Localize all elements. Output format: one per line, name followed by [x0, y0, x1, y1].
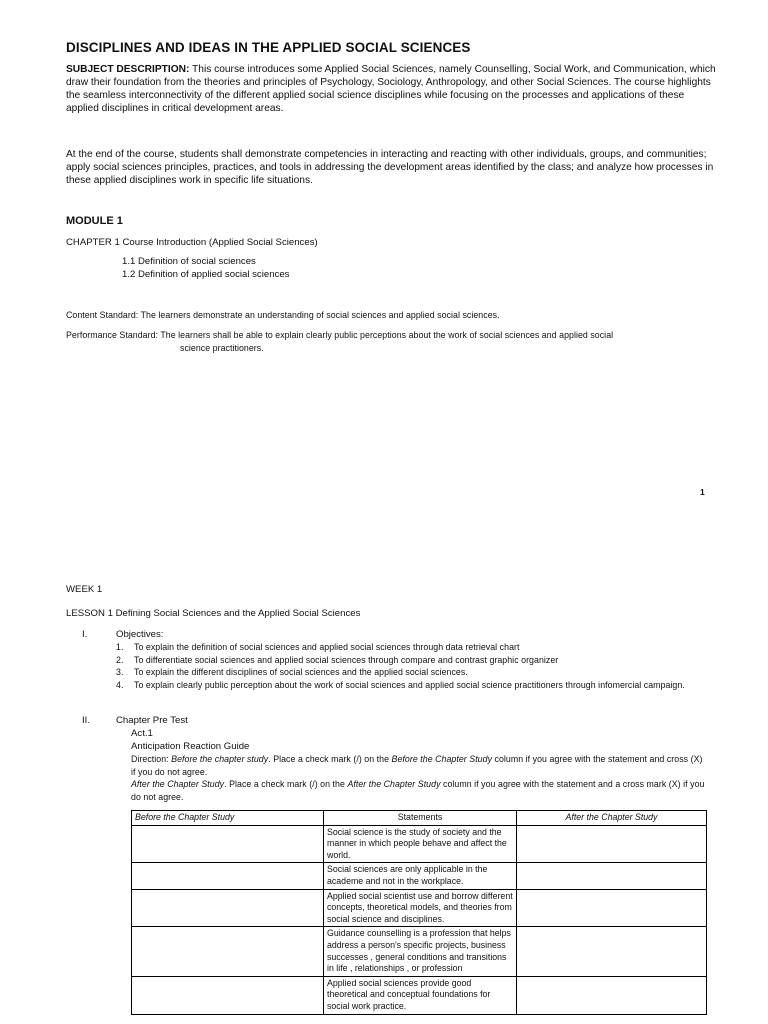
- statement-cell: Social science is the study of society and the manner in which people behave and affect the world.: [324, 825, 517, 863]
- subject-description: [66, 63, 718, 115]
- performance-standard-label: Performance Standard:: [66, 330, 158, 340]
- before-answer-cell[interactable]: [132, 927, 324, 976]
- after-answer-cell[interactable]: [517, 863, 707, 889]
- statement-cell: Applied social sciences provide good theoretical and conceptual foundations for social work practice.: [324, 976, 517, 1014]
- lesson-heading: LESSON 1 Defining Social Sciences and the Applied Social Sciences: [66, 608, 361, 619]
- objective-item: 2. To differentiate social sciences and applied social sciences through compare and contrast graphic organizer: [116, 654, 559, 665]
- performance-standard: [66, 329, 613, 342]
- after-answer-cell[interactable]: [517, 976, 707, 1014]
- objectives-heading: Objectives:: [116, 629, 164, 640]
- course-outcome-paragraph: At the end of the course, students shall demonstrate competencies in interacting and reacting with other individuals, groups, and communities; apply social sciences principles, practices, and tools in addressing the development areas identified by the class; and analyze how processes in these applied disciplines work in specific life situations.: [66, 149, 714, 186]
- after-answer-cell[interactable]: [517, 889, 707, 927]
- table-row: [132, 863, 707, 889]
- week-heading: WEEK 1: [66, 584, 103, 595]
- before-answer-cell[interactable]: [132, 889, 324, 927]
- direction-before: Direction: Before the chapter study. Place a check mark (/) on the Before the Chapter Study column if you agree with the statement and cross (X) if you do not agree.: [131, 754, 703, 777]
- before-answer-cell[interactable]: [132, 863, 324, 889]
- activity-label: Act.1: [131, 728, 153, 739]
- performance-standard-continuation: science practitioners.: [180, 343, 264, 353]
- anticipation-reaction-table: [131, 810, 707, 1015]
- before-answer-cell[interactable]: [132, 976, 324, 1014]
- chapter-heading: CHAPTER 1 Course Introduction (Applied Social Sciences): [66, 237, 318, 248]
- document-title: DISCIPLINES AND IDEAS IN THE APPLIED SOCIAL SCIENCES: [66, 40, 471, 55]
- column-header-before: Before the Chapter Study: [132, 811, 324, 826]
- table-row: [132, 889, 707, 927]
- page-number: 1: [700, 487, 705, 497]
- table-row: [132, 825, 707, 863]
- objectives-list: [116, 641, 708, 691]
- content-standard: [66, 309, 500, 322]
- table-row: [132, 927, 707, 976]
- table-header-row: [132, 811, 707, 826]
- table-row: [132, 976, 707, 1014]
- section-numeral: I.: [82, 629, 88, 640]
- subject-description-text: This course introduces some Applied Social Sciences, namely Counselling, Social Work, and Communication, which draw their foundation from the theories and principles of Psychology, Sociology, Anthropology, and other Social Sciences. The course highlights the seamless interconnectivity of the different applied social science disciplines while focusing on the processes and applications of these applied disciplines in critical development areas.: [66, 64, 716, 114]
- objective-item: 1. To explain the definition of social sciences and applied social sciences through data retrieval chart: [116, 642, 520, 652]
- after-answer-cell[interactable]: [517, 927, 707, 976]
- content-standard-label: Content Standard:: [66, 310, 139, 320]
- subject-description-label: SUBJECT DESCRIPTION:: [66, 64, 190, 75]
- statement-cell: Social sciences are only applicable in the academe and not in the workplace.: [324, 863, 517, 889]
- column-header-statements: Statements: [324, 811, 517, 826]
- statement-cell: Guidance counselling is a profession that helps address a person's specific projects, business successes , general conditions and transitions in life , relationships , or profession: [324, 927, 517, 976]
- topic-item: 1.1 Definition of social sciences: [122, 256, 256, 267]
- objective-item: 3. To explain the different disciplines of social sciences and the applied social sciences.: [116, 667, 468, 677]
- statement-cell: Applied social scientist use and borrow different concepts, theoretical models, and theories from social science and disciplines.: [324, 889, 517, 927]
- content-standard-text: The learners demonstrate an understanding of social sciences and applied social sciences.: [140, 310, 500, 320]
- objective-item: 4. To explain clearly public perception about the work of social sciences and applied social science practitioners through infomercial campaign.: [116, 679, 685, 690]
- guide-title: Anticipation Reaction Guide: [131, 741, 250, 752]
- section-numeral: II.: [82, 715, 90, 726]
- topic-item: 1.2 Definition of applied social sciences: [122, 269, 290, 280]
- module-heading: MODULE 1: [66, 215, 123, 227]
- direction-after: After the Chapter Study. Place a check mark (/) on the After the Chapter Study column if you agree with the statement and a cross mark (X) if you do not agree.: [131, 779, 705, 802]
- column-header-after: After the Chapter Study: [517, 811, 707, 826]
- before-answer-cell[interactable]: [132, 825, 324, 863]
- performance-standard-text: The learners shall be able to explain clearly public perceptions about the work of social sciences and applied social: [160, 330, 614, 340]
- pretest-heading: Chapter Pre Test: [116, 715, 188, 726]
- after-answer-cell[interactable]: [517, 825, 707, 863]
